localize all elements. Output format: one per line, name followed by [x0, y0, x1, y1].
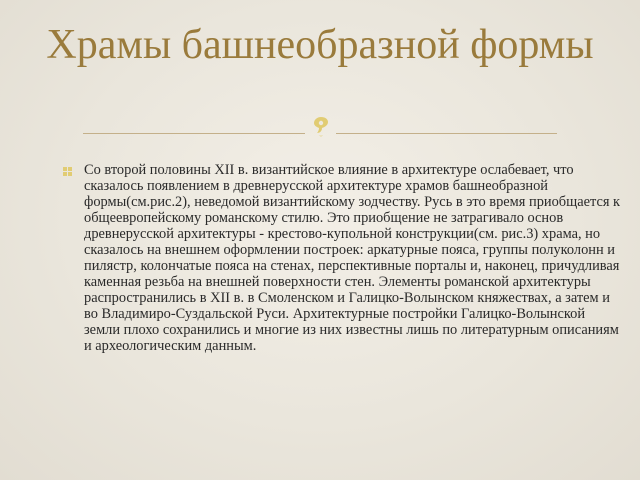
fleuron-bullet-icon [62, 166, 73, 177]
ornament-divider-icon [308, 114, 334, 140]
divider-line-right [336, 133, 557, 134]
divider-line-left [83, 133, 305, 134]
slide-title: Храмы башнеобразной формы [46, 22, 594, 68]
body-paragraph: Со второй половины XII в. византийское влияние в архитектуре ослабевает, что сказалось появлением в древнерусской архитектуре храмов башнеобразной формы(см.рис.2), неведомой византийскому зодчеству. Русь в это время приобщается к общеевропейскому романскому стилю. Это приобщение не затрагивало основ древнерусской архитектуры - крестово-купольной конструкции(см. рис.3) храма, но сказалось на внешнем оформлении построек: аркатурные пояса, группы полуколонн и пилястр, колончатые пояса на стенах, перспективные порталы и, наконец, причудливая каменная резьба на внешней поверхности стен. Элементы романской архитектуры распространились в XII в. в Смоленском и Галицко-Волынском княжествах, а затем и во Владимиро-Суздальской Руси. Архитектурные постройки Галицко-Волынской земли плохо сохранились и многие из них известны лишь по литературным описаниям и археологическим данным. [84, 162, 621, 354]
